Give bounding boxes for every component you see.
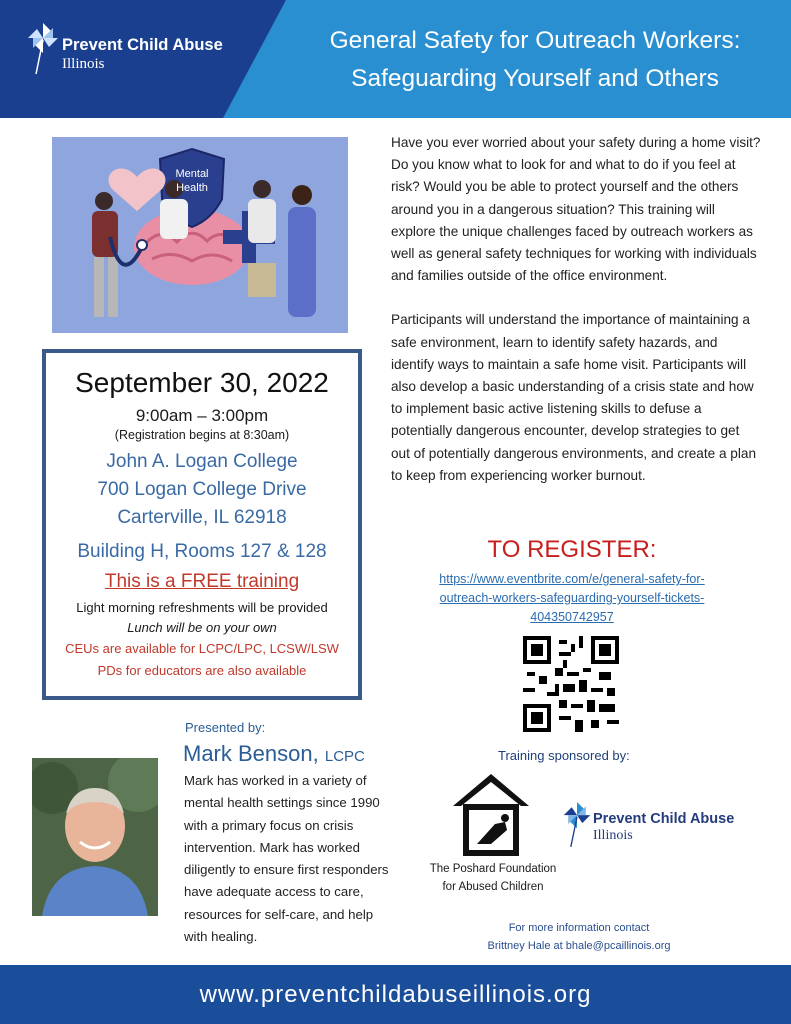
sponsors-label: Training sponsored by: xyxy=(498,748,630,763)
register-link-line-3[interactable]: 404350742957 xyxy=(530,610,614,624)
pinwheel-icon xyxy=(562,797,592,851)
sponsor-logo-brand: Prevent Child Abuse xyxy=(593,811,735,827)
title-line-2: Safeguarding Yourself and Others xyxy=(351,65,719,92)
poshard-line-2: for Abused Children xyxy=(442,881,544,893)
event-date: September 30, 2022 xyxy=(75,367,329,398)
presenter-name-text: Mark Benson, xyxy=(183,741,319,766)
pinwheel-icon xyxy=(26,20,60,76)
contact-line-2[interactable]: Brittney Hale at bhale@pcaillinois.org xyxy=(487,940,671,952)
presenter-portrait xyxy=(32,758,158,916)
free-training-note: This is a FREE training xyxy=(104,571,300,592)
logo-brand-text: Prevent Child Abuse xyxy=(62,36,223,54)
ceu-note: CEUs are available for LCPC/LPC, LCSW/LSW xyxy=(65,641,339,656)
event-details-box xyxy=(42,349,362,700)
venue-building: Building H, Rooms 127 & 128 xyxy=(77,541,327,562)
mental-health-graphic xyxy=(52,137,348,333)
pca-illinois-logo[interactable] xyxy=(26,20,266,80)
badge-text-health: Health xyxy=(176,182,208,194)
footer-website-link[interactable]: www.preventchildabuseillinois.org xyxy=(199,981,592,1008)
intro-paragraph-2: Participants will understand the importance of maintaining a safe environment, learn to identify safety hazards, and identify ways to maintain a safe home visit. Participants will also develop a basic understanding of a crisis state and how to implement basic active listening skills to defuse a potentially dangerous encounter, develop strategies to get out of potentially dangerous environments, and create a plan to keep from experiencing worker burnout. xyxy=(391,312,757,483)
register-link-line-2[interactable]: outreach-workers-safeguarding-yourself-tickets- xyxy=(439,591,705,605)
contact-info xyxy=(468,919,690,955)
sponsor-logo-state: Illinois xyxy=(593,828,633,843)
presenter-bio: Mark has worked in a variety of mental health settings since 1990 with a primary focus on crisis intervention. Mark has worked diligently to ensure first responders have adequate access to care, resources for self-care, and help with healing. xyxy=(184,773,389,945)
qr-code[interactable] xyxy=(523,636,619,732)
poshard-line-1: The Poshard Foundation xyxy=(429,863,557,875)
venue-city: Carterville, IL 62918 xyxy=(117,507,287,528)
register-link[interactable] xyxy=(402,570,742,627)
register-heading: TO REGISTER: xyxy=(487,536,657,563)
venue-name: John A. Logan College xyxy=(106,451,298,472)
badge-text-mental: Mental xyxy=(175,168,209,180)
intro-description xyxy=(391,132,761,487)
logo-state-text: Illinois xyxy=(62,56,105,72)
register-link-line-1[interactable]: https://www.eventbrite.com/e/general-safety-for- xyxy=(439,572,705,586)
poshard-house-logo-icon xyxy=(451,772,531,858)
mental-health-illustration xyxy=(52,137,348,333)
presented-by-label: Presented by: xyxy=(185,720,266,735)
poshard-foundation-name xyxy=(420,860,566,896)
venue-street: 700 Logan College Drive xyxy=(97,479,307,500)
pd-note: PDs for educators are also available xyxy=(97,663,307,678)
presenter-photo xyxy=(32,758,158,916)
footer-bar xyxy=(0,965,791,1024)
title-line-1: General Safety for Outreach Workers: xyxy=(329,27,741,54)
pca-sponsor-logo[interactable] xyxy=(562,797,772,853)
event-time: 9:00am – 3:00pm xyxy=(135,406,269,425)
contact-line-1: For more information contact xyxy=(508,922,650,934)
presenter-credential: LCPC xyxy=(324,748,365,765)
refreshments-note: Light morning refreshments will be provided xyxy=(76,600,328,615)
presenter-name xyxy=(183,741,365,767)
lunch-note: Lunch will be on your own xyxy=(127,620,277,635)
intro-paragraph-1: Have you ever worried about your safety during a home visit? Do you know what to look for and what to do if you feel at risk? Would you be able to protect yourself and the others around you in a dangerous situation? This training will explore the unique challenges faced by outreach workers as well as general safety techniques for working with individuals and families outside of the office environment. xyxy=(391,135,761,284)
registration-time: (Registration begins at 8:30am) xyxy=(114,428,290,442)
page-title xyxy=(300,22,770,98)
